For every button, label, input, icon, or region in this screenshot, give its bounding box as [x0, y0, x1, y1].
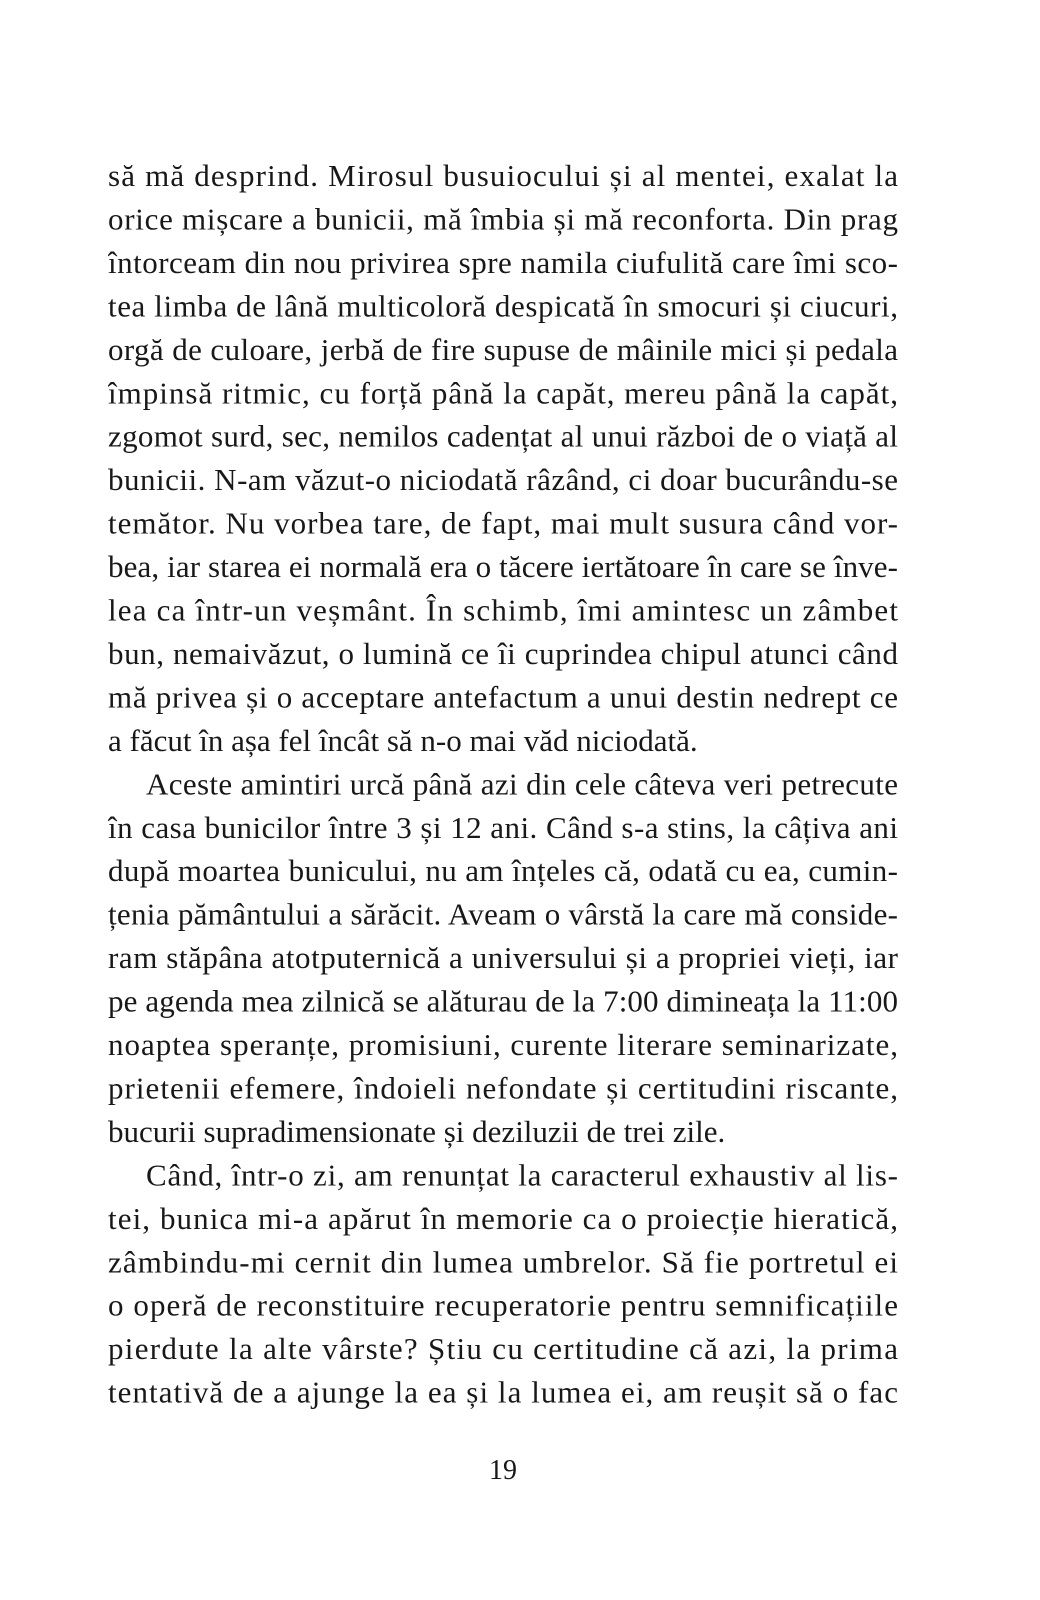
text-line: întorceam din nou privirea spre namila ciufulită care îmi sco- — [108, 244, 898, 280]
text-line: orgă de culoare, jerbă de fire supuse de mâinile mici și pedala — [108, 331, 898, 367]
text-line: în casa bunicilor între 3 și 12 ani. Când s-a stins, la câțiva ani — [108, 809, 898, 845]
text-line: Aceste amintiri urcă până azi din cele câteva veri petrecute — [146, 766, 898, 802]
text-line: prietenii efemere, îndoieli nefondate și certitudini riscante, — [108, 1070, 898, 1106]
text-line: bunicii. N-am văzut-o niciodată râzând, ci doar bucurându-se — [108, 462, 898, 498]
text-line: noaptea speranțe, promisiuni, curente literare seminarizate, — [108, 1027, 898, 1062]
text-line: după moartea bunicului, nu am înțeles că, odată cu ea, cumin- — [108, 853, 898, 889]
text-line: tentativă de a ajunge la ea și la lumea ei, am reușit să o fac — [108, 1374, 898, 1410]
text-line: zgomot surd, sec, nemilos cadențat al unui război de o viață al — [108, 418, 898, 454]
text-line: o operă de reconstituire recuperatorie pentru semnificațiile — [108, 1287, 898, 1323]
text-line: pierdute la alte vârste? Știu cu certitudine că azi, la prima — [108, 1331, 898, 1367]
text-line: să mă desprind. Mirosul busuiocului și al mentei, exalat la — [108, 158, 898, 193]
text-line: mă privea și o acceptare antefactum a unui destin nedrept ce — [108, 679, 898, 715]
text-line: ram stăpâna atotputernică a universului și a propriei vieți, iar — [108, 940, 898, 976]
text-line: pe agenda mea zilnică se alăturau de la 7:00 dimineața la 11:00 — [108, 983, 898, 1019]
text-line: zâmbindu-mi cernit din lumea umbrelor. Să fie portretul ei — [108, 1244, 898, 1280]
text-line: bea, iar starea ei normală era o tăcere iertătoare în care se înve- — [108, 549, 898, 585]
text-line: temător. Nu vorbea tare, de fapt, mai mult susura când vor- — [108, 505, 898, 541]
text-line: bucurii supradimensionate și deziluzii de trei zile. — [108, 1113, 726, 1149]
text-line: tea limba de lână multicoloră despicată în smocuri și ciucuri, — [108, 288, 898, 324]
page-footer — [108, 1455, 898, 1487]
text-line: a făcut în așa fel încât să n-o mai văd niciodată. — [108, 722, 698, 758]
text-line: bun, nemaivăzut, o lumină ce îi cuprindea chipul atunci când — [108, 635, 898, 671]
text-line: împinsă ritmic, cu forță până la capăt, mereu până la capăt, — [108, 375, 898, 411]
text-line: lea ca într-un veșmânt. În schimb, îmi amintesc un zâmbet — [108, 592, 898, 628]
body-text-block — [108, 152, 898, 1442]
text-line: Când, într-o zi, am renunțat la caracterul exhaustiv al lis- — [146, 1157, 898, 1193]
text-line: țenia pământului a sărăcit. Aveam o vârstă la care mă conside- — [108, 896, 898, 932]
text-line: tei, bunica mi-a apărut în memorie ca o proiecție hieratică, — [108, 1200, 898, 1236]
page-number: 19 — [489, 1455, 517, 1486]
text-line: orice mișcare a bunicii, mă îmbia și mă reconforta. Din prag — [108, 201, 898, 237]
